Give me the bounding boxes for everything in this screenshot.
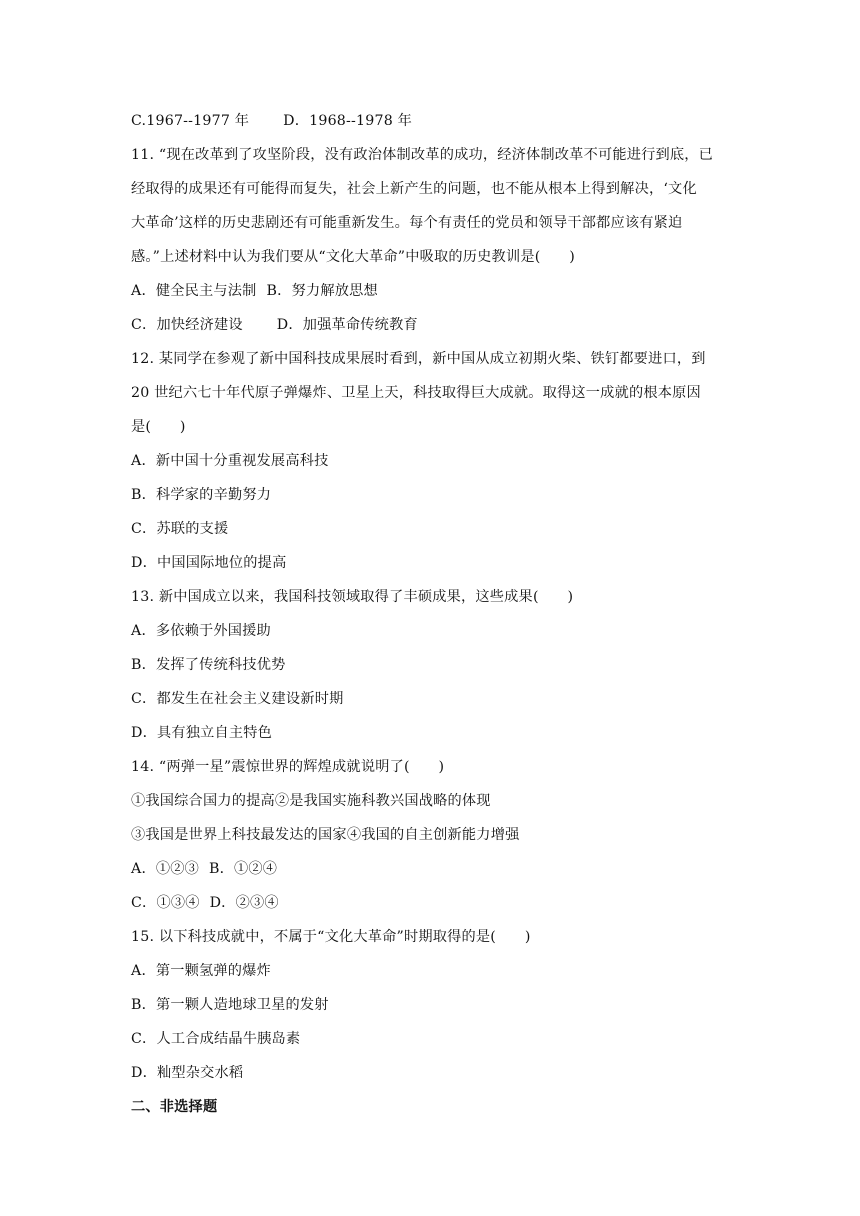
q13-option-c: C．都发生在社会主义建设新时期 xyxy=(131,691,344,707)
q15-option-b: B．第一颗人造地球卫星的发射 xyxy=(131,997,329,1013)
q15-option-c: C．人工合成结晶牛胰岛素 xyxy=(131,1031,301,1047)
q11-options-ab xyxy=(131,281,378,301)
q11-stem-line-4: 感。”上述材料中认为我们要从“文化大革命”中吸取的历史教训是( ) xyxy=(131,249,575,265)
q14-option-c: C．①③④ xyxy=(131,895,200,911)
q12-stem-line-1: 12. 某同学在参观了新中国科技成果展时看到，新中国从成立初期火柴、铁钉都要进口，到 xyxy=(131,351,706,367)
q14-statements-2: ③我国是世界上科技最发达的国家④我国的自主创新能力增强 xyxy=(131,827,520,843)
q12-stem-line-3: 是( ) xyxy=(131,419,186,435)
q12-option-a: A．新中国十分重视发展高科技 xyxy=(131,453,329,469)
q14-option-d: D．②③④ xyxy=(209,895,279,911)
q15-option-a: A．第一颗氢弹的爆炸 xyxy=(131,963,271,979)
q14-stem: 14. “两弹一星”震惊世界的辉煌成就说明了( ) xyxy=(131,759,445,775)
q11-options-cd xyxy=(131,315,418,335)
q15-stem: 15. 以下科技成就中，不属于“文化大革命”时期取得的是( ) xyxy=(131,929,531,945)
section-title: 二、非选择题 xyxy=(131,1099,218,1115)
q12-stem-line-2: 20 世纪六七十年代原子弹爆炸、卫星上天，科技取得巨大成就。取得这一成就的根本原因 xyxy=(131,385,701,401)
q11-option-d: D．加强革命传统教育 xyxy=(276,317,418,333)
q13-option-d: D．具有独立自主特色 xyxy=(131,725,273,741)
q15-option-d: D．籼型杂交水稻 xyxy=(131,1065,244,1081)
q12-option-c: C．苏联的支援 xyxy=(131,521,229,537)
q13-option-a: A．多依赖于外国援助 xyxy=(131,623,271,639)
q10-option-d: D．1968--1978 年 xyxy=(283,113,413,129)
q10-option-c: C.1967--1977 年 xyxy=(131,113,250,129)
q12-option-d: D．中国国际地位的提高 xyxy=(131,555,287,571)
q11-option-c: C．加快经济建设 xyxy=(131,317,243,333)
q11-option-a: A．健全民主与法制 xyxy=(131,283,257,299)
q11-stem-line-2: 经取得的成果还有可能得而复失，社会上新产生的问题，也不能从根本上得到解决，‘文化 xyxy=(131,181,697,197)
q14-options-ab xyxy=(131,859,277,879)
q11-stem-line-3: 大革命’这样的历史悲剧还有可能重新发生。每个有责任的党员和领导干部都应该有紧迫 xyxy=(131,215,683,231)
q14-option-b: B．①②④ xyxy=(209,861,278,877)
q11-stem-line-1: 11. “现在改革到了攻坚阶段，没有政治体制改革的成功，经济体制改革不可能进行到底，已 xyxy=(131,147,714,163)
q12-option-b: B．科学家的辛勤努力 xyxy=(131,487,272,503)
q14-options-cd xyxy=(131,893,279,913)
q11-option-b: B．努力解放思想 xyxy=(266,283,378,299)
q13-stem: 13. 新中国成立以来，我国科技领域取得了丰硕成果，这些成果( ) xyxy=(131,589,574,605)
q14-option-a: A．①②③ xyxy=(131,861,199,877)
q14-statements-1: ①我国综合国力的提高②是我国实施科教兴国战略的体现 xyxy=(131,793,491,809)
document-page xyxy=(131,0,731,1216)
q10-options-cd xyxy=(131,111,412,131)
q13-option-b: B．发挥了传统科技优势 xyxy=(131,657,286,673)
